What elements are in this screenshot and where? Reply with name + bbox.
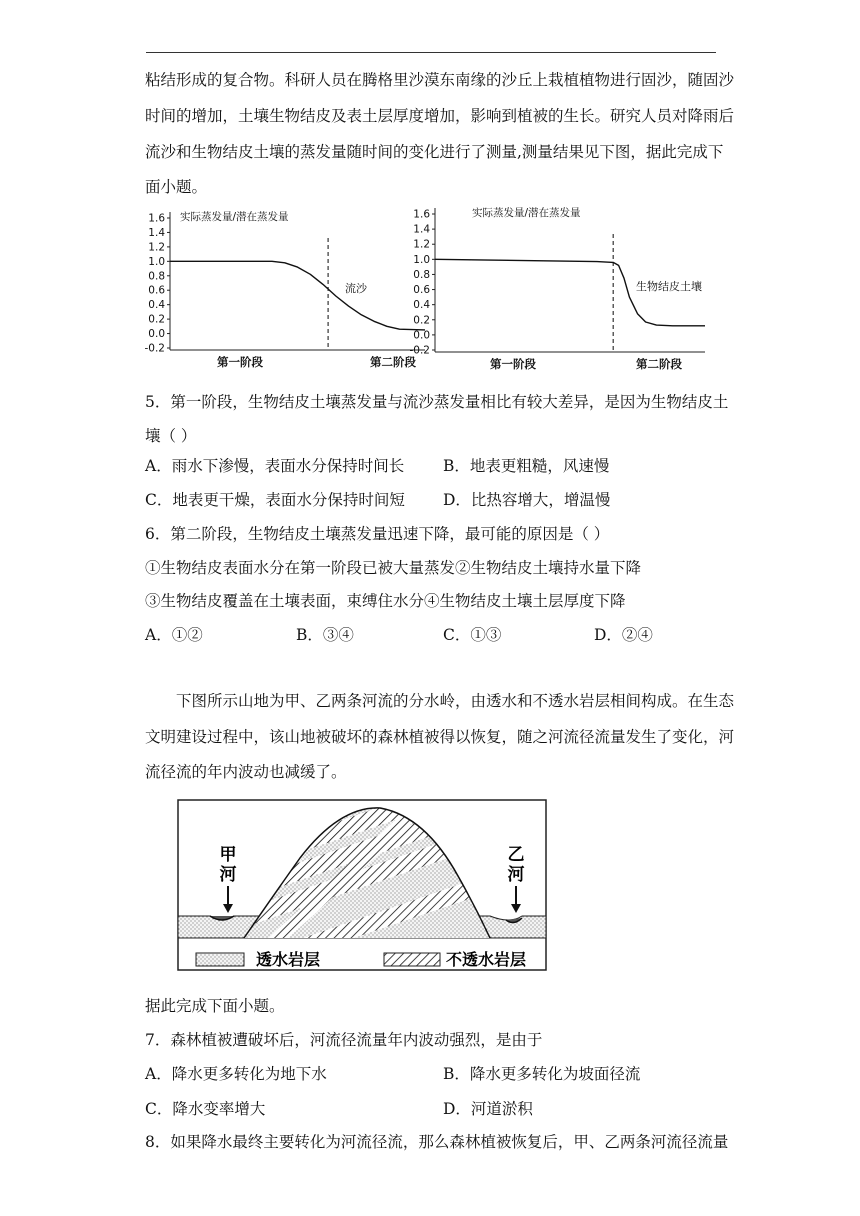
q5-option-b[interactable]: B．地表更粗糙，风速慢 [443,457,610,475]
y-tick-label: 1.2 [413,238,430,251]
q6-option-d[interactable]: D．②④ [594,626,653,644]
passage2-line-2: 文明建设过程中，该山地被破坏的森林植被得以恢复，随之河流径流量发生了变化，河 [145,728,735,746]
passage2-line-3: 流径流的年内波动也减缓了。 [145,763,347,781]
q6-stem: 6．第二阶段，生物结皮土壤蒸发量迅速下降，最可能的原因是（ ） [145,525,610,543]
q5-option-a[interactable]: A．雨水下渗慢，表面水分保持时间长 [145,457,405,475]
y-tick-label: 0.0 [413,329,430,342]
header-rule [146,52,716,53]
left-river-label-2: 河 [219,865,237,885]
y-tick-label: 0.8 [148,270,165,283]
y-axis-label: 实际蒸发量/潜在蒸发量 [472,207,581,219]
y-tick-label: 1.0 [413,253,430,266]
x-category-label: 第一阶段 [217,355,263,369]
lead-text: 据此完成下面小题。 [145,997,285,1015]
legend-permeable-label: 透水岩层 [256,950,321,969]
y-tick-label: -0.2 [409,344,430,357]
y-tick-label: 0.8 [413,268,430,281]
y-tick-label: 0.0 [148,328,165,341]
q6-option-b[interactable]: B．③④ [296,626,354,644]
y-tick-label: 0.4 [413,299,430,312]
passage1-line-3: 流沙和生物结皮土壤的蒸发量随时间的变化进行了测量,测量结果见下图，据此完成下 [145,143,724,161]
series-line [170,261,425,330]
y-tick-label: 0.2 [148,313,165,326]
series-label: 流沙 [345,282,367,295]
y-tick-label: 1.6 [148,212,165,225]
y-tick-label: 1.2 [148,241,165,254]
right-river-label-1: 乙 [507,845,525,865]
q7-option-b[interactable]: B．降水更多转化为坡面径流 [443,1065,641,1083]
y-tick-label: 1.4 [413,223,430,236]
evaporation-charts [0,200,860,380]
q6-statement-12: ①生物结皮表面水分在第一阶段已被大量蒸发②生物结皮土壤持水量下降 [145,559,642,577]
legend-permeable-swatch [196,953,244,966]
passage2-line-1: 下图所示山地为甲、乙两条河流的分水岭，由透水和不透水岩层相间构成。在生态 [176,692,735,710]
chart-quicksand [145,210,426,369]
x-category-label: 第一阶段 [490,357,536,371]
y-tick-label: 0.2 [413,314,430,327]
q6-statement-34: ③生物结皮覆盖在土壤表面，束缚住水分④生物结皮土壤土层厚度下降 [145,592,626,610]
q7-option-c[interactable]: C．降水变率增大 [145,1100,266,1118]
q5-stem: 5．第一阶段，生物结皮土壤蒸发量与流沙蒸发量相比有较大差异，是因为生物结皮土 [145,393,729,411]
y-tick-label: 1.6 [413,208,430,221]
y-tick-label: 0.4 [148,299,165,312]
passage1-line-1: 粘结形成的复合物。科研人员在腾格里沙漠东南缘的沙丘上栽植植物进行固沙，随固沙 [145,71,735,89]
legend-impermeable-swatch [384,953,440,966]
left-river-label-1: 甲 [219,845,237,865]
q5-option-d[interactable]: D．比热容增大，增温慢 [443,491,611,509]
y-tick-label: 1.4 [148,226,165,239]
q6-option-c[interactable]: C．①③ [443,626,502,644]
q7-option-d[interactable]: D．河道淤积 [443,1100,533,1118]
q7-stem: 7．森林植被遭破坏后，河流径流量年内波动强烈，是由于 [145,1031,543,1049]
right-river-label-2: 河 [507,865,525,885]
passage1-line-4: 面小题。 [145,178,208,196]
watershed-diagram [170,796,550,981]
passage1-line-2: 时间的增加，土壤生物结皮及表土层厚度增加，影响到植被的生长。研究人员对降雨后 [145,107,735,125]
y-tick-label: 0.6 [413,284,430,297]
x-category-label: 第二阶段 [636,357,682,371]
y-tick-label: -0.2 [144,342,165,355]
series-label: 生物结皮土壤 [636,280,702,293]
y-axis-label: 实际蒸发量/潜在蒸发量 [180,211,289,223]
x-category-label: 第二阶段 [370,355,416,369]
q5-stem-2: 壤（ ） [145,427,197,445]
legend-impermeable-label: 不透水岩层 [446,950,527,969]
y-tick-label: 1.0 [148,255,165,268]
q5-option-c[interactable]: C．地表更干燥，表面水分保持时间短 [145,491,405,509]
q7-option-a[interactable]: A．降水更多转化为地下水 [145,1065,327,1083]
chart-biocrust [410,206,706,371]
q6-option-a[interactable]: A．①② [145,626,203,644]
q8-stem: 8．如果降水最终主要转化为河流径流，那么森林植被恢复后，甲、乙两条河流径流量 [145,1133,729,1151]
y-tick-label: 0.6 [148,284,165,297]
